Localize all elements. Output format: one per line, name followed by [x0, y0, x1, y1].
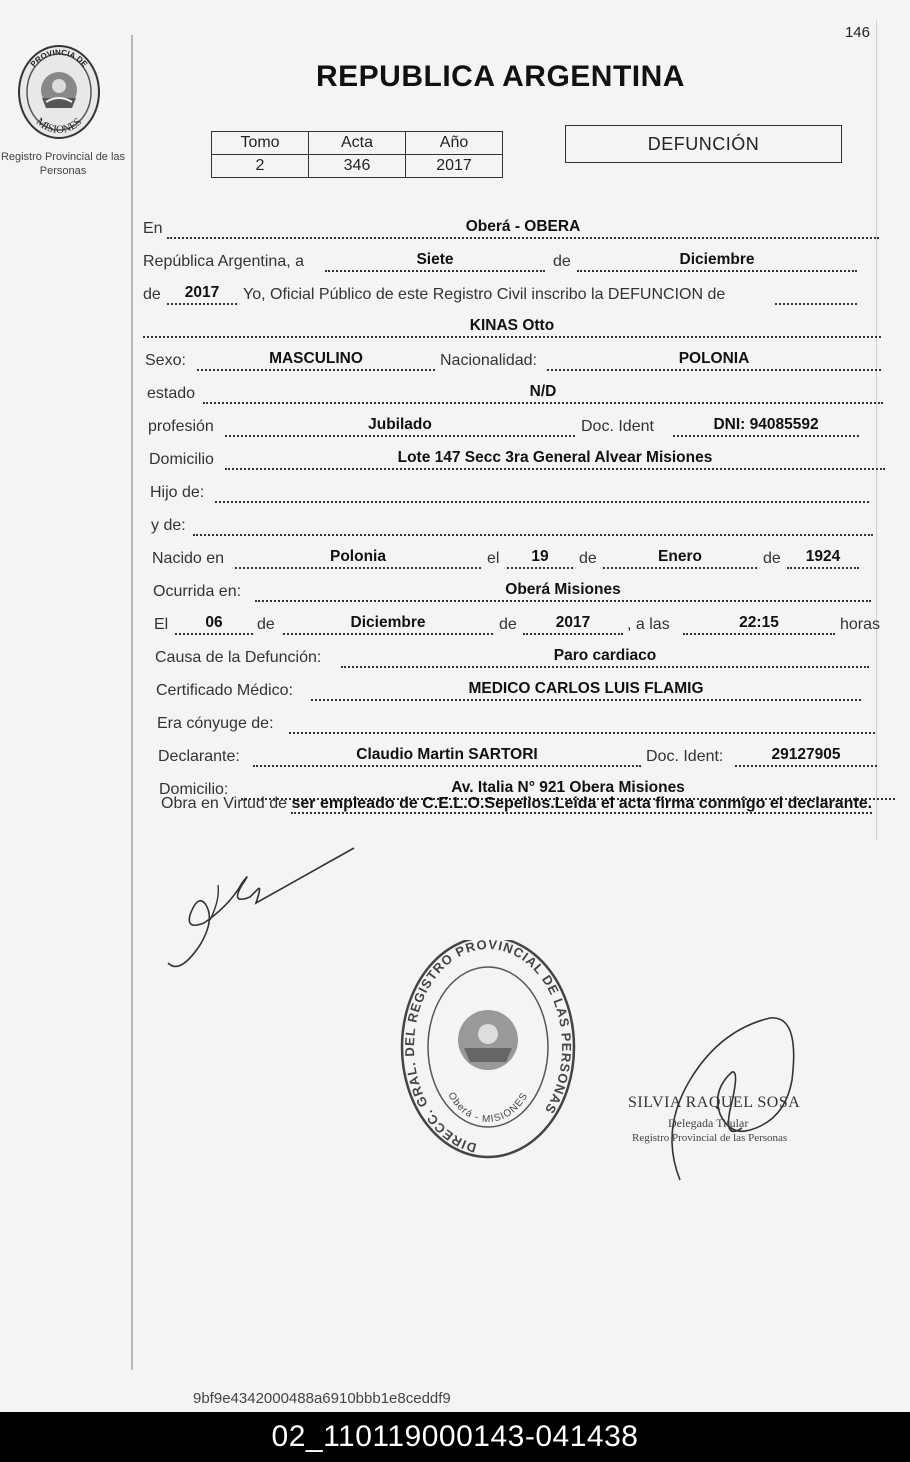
death-time-field [683, 607, 835, 635]
sex-field [197, 343, 435, 371]
line-father [143, 472, 903, 505]
label-a-las: , a las [627, 616, 670, 633]
death-month-field [283, 607, 493, 635]
declarant-doc-field [735, 739, 877, 767]
svg-text:MISIONES: MISIONES [33, 115, 85, 137]
label-ocurrida-en: Ocurrida en: [153, 583, 242, 600]
profession-field [225, 409, 575, 437]
address-value: Lote 147 Secc 3ra General Alvear Misiones [397, 449, 713, 466]
country-title: REPUBLICA ARGENTINA [316, 60, 685, 93]
label-de-6: de [499, 616, 517, 633]
label-de-1: de [553, 253, 571, 270]
line-death-place [143, 571, 903, 604]
cause-value: Paro cardiaco [553, 647, 657, 664]
svg-text:DIRECC. GRAL. DEL REGISTRO PRO: DIRECC. GRAL. DEL REGISTRO PROVINCIAL DE LAS PERSONAS [401, 940, 575, 1156]
label-el-cap: El [154, 616, 169, 633]
place-value: Oberá - OBERA [465, 218, 581, 235]
death-time-value: 22:15 [739, 614, 779, 631]
address-field [225, 442, 885, 470]
profession-value: Jubilado [368, 416, 432, 433]
line-date [143, 241, 903, 274]
label-causa: Causa de la Defunción: [155, 649, 322, 666]
month-field [577, 244, 857, 272]
label-doc-ident-2: Doc. Ident: [646, 748, 724, 765]
cause-field [341, 640, 869, 668]
birth-month-field [603, 541, 757, 569]
obra-value: ser empleado de C.E.L.O.Sepelios.Leida el acta firma conmigo el declarante. [291, 795, 873, 812]
anio-header: Año [406, 132, 503, 155]
death-record-form [143, 208, 903, 802]
nationality-value: POLONIA [678, 350, 750, 367]
certificate-value: MEDICO CARLOS LUIS FLAMIG [468, 680, 704, 697]
birth-day-value: 19 [531, 548, 549, 565]
name-value: KINAS Otto [469, 317, 555, 334]
sex-value: MASCULINO [269, 350, 363, 367]
barcode-id-strip: 02_110119000143-041438 [0, 1412, 910, 1462]
birth-month-value: Enero [658, 548, 702, 565]
name-field [143, 310, 881, 338]
civil-status-value: N/D [529, 383, 557, 400]
svg-text:Oberá - MISIONES: Oberá - MISIONES [445, 1090, 531, 1126]
line-year [143, 274, 903, 307]
tomo-value: 2 [212, 155, 309, 178]
label-sexo: Sexo: [145, 352, 186, 369]
declarant-doc-value: 29127905 [771, 746, 841, 763]
line-address [143, 439, 903, 472]
registry-label: Registro Provincial de las Personas [0, 151, 126, 177]
line-declarant [143, 736, 903, 769]
line-spouse [143, 703, 903, 736]
death-place-field [255, 574, 871, 602]
label-domicilio: Domicilio [149, 451, 214, 468]
certificate-field [311, 673, 861, 701]
line-sex [143, 340, 903, 373]
death-year-value: 2017 [555, 614, 591, 631]
label-domicilio-2: Domicilio: [159, 781, 229, 798]
mother-field [193, 508, 873, 536]
label-certificado: Certificado Médico: [156, 682, 293, 699]
declarant-value: Claudio Martin SARTORI [356, 746, 538, 763]
birthplace-value: Polonia [330, 548, 386, 565]
death-year-field [523, 607, 623, 635]
acta-header: Acta [309, 132, 406, 155]
margin-line [131, 35, 133, 1370]
birthplace-field [235, 541, 481, 569]
label-yo: Yo, Oficial Público de este Registro Civil inscribo la DEFUNCION de [243, 286, 726, 303]
obra-paragraph [161, 790, 896, 818]
label-estado: estado [147, 385, 196, 402]
anio-value: 2017 [406, 155, 503, 178]
deceased-prefix-field [775, 277, 857, 305]
official-name: SILVIA RAQUEL SOSA [628, 1094, 801, 1111]
label-conyuge: Era cónyuge de: [157, 715, 274, 732]
label-el: el [487, 550, 500, 567]
label-republica: República Argentina, a [143, 253, 304, 270]
label-de-4: de [763, 550, 781, 567]
line-mother [143, 505, 903, 538]
declarant-field [253, 739, 641, 767]
month-value: Diciembre [679, 251, 755, 268]
official-office: Registro Provincial de las Personas [632, 1132, 788, 1144]
place-field [167, 211, 879, 239]
official-seal-stamp [398, 940, 578, 1170]
line-name [143, 307, 903, 340]
label-profesion: profesión [148, 418, 214, 435]
birth-day-field [507, 541, 573, 569]
record-table [211, 131, 503, 178]
label-y-de: y de: [151, 517, 186, 534]
death-place-value: Oberá Misiones [505, 581, 621, 598]
birth-year-value: 1924 [805, 548, 841, 565]
day-field [325, 244, 545, 272]
label-de-3: de [579, 550, 597, 567]
page-number: 146 [844, 24, 870, 41]
line-profession [143, 406, 903, 439]
death-day-field [175, 607, 253, 635]
label-obra: Obra en Virtud de [161, 795, 288, 812]
birth-year-field [787, 541, 859, 569]
misiones-crest-logo [14, 42, 104, 142]
spouse-field [289, 706, 875, 734]
year-value: 2017 [184, 284, 220, 301]
label-declarante: Declarante: [158, 748, 240, 765]
line-birth [143, 538, 903, 571]
official-role: Delegada Titular [668, 1116, 749, 1130]
label-nacido-en: Nacido en [152, 550, 225, 567]
day-value: Siete [416, 251, 454, 268]
year-field [167, 277, 237, 305]
line-civil-status [143, 373, 903, 406]
label-de-2: de [143, 286, 161, 303]
label-en: En [143, 220, 163, 237]
declarant-address-value: Av. Italia N° 921 Obera Misiones [451, 779, 685, 796]
death-day-value: 06 [205, 614, 223, 631]
tomo-header: Tomo [212, 132, 309, 155]
label-doc-ident: Doc. Ident [581, 418, 654, 435]
line-death-date [143, 604, 903, 637]
document-hash: 9bf9e4342000488a6910bbb1e8ceddf9 [193, 1390, 451, 1407]
death-month-value: Diciembre [350, 614, 426, 631]
label-nacionalidad: Nacionalidad: [440, 352, 537, 369]
acta-value: 346 [309, 155, 406, 178]
line-certificate [143, 670, 903, 703]
label-horas: horas [840, 616, 881, 633]
doc-id-value: DNI: 94085592 [713, 416, 819, 433]
label-de-5: de [257, 616, 275, 633]
line-place [143, 208, 903, 241]
civil-status-field [203, 376, 883, 404]
line-cause [143, 637, 903, 670]
declarant-signature [160, 845, 360, 975]
doc-id-field [673, 409, 859, 437]
svg-text:PROVINCIA DE: PROVINCIA DE [28, 47, 90, 69]
label-hijo-de: Hijo de: [150, 484, 205, 501]
father-field [215, 475, 869, 503]
document-type-box: DEFUNCIÓN [565, 125, 842, 163]
nationality-field [547, 343, 881, 371]
